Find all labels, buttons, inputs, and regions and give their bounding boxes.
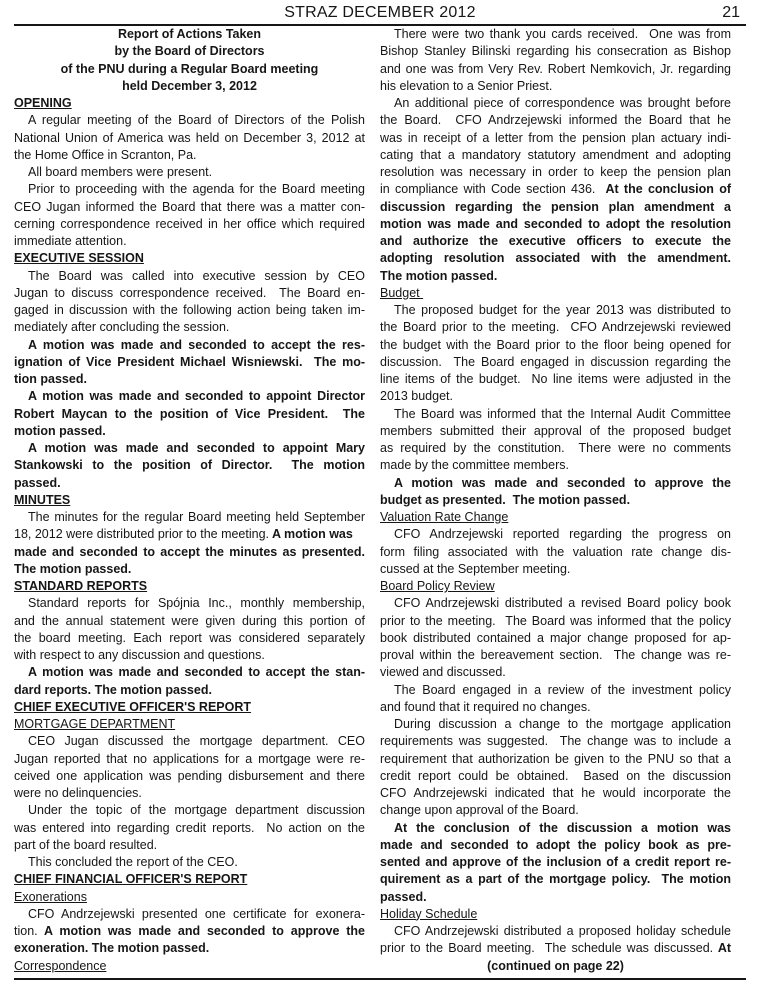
right-column	[380, 26, 731, 975]
text-line	[14, 406, 365, 423]
text-line	[380, 354, 731, 371]
line-text: A motion was made and seconded to appoint Mary	[28, 441, 365, 455]
section-heading	[14, 871, 365, 888]
text-line	[380, 820, 731, 837]
text-line	[14, 457, 365, 474]
text-line	[14, 647, 365, 664]
line-text: Report of Actions Taken	[117, 27, 262, 41]
text-line	[380, 319, 731, 336]
line-text: resolution was necessary in order to keep the pension plan	[380, 165, 731, 179]
line-text: sented and approve of the inclusion of a credit report re-	[380, 855, 731, 869]
text-line	[14, 440, 365, 457]
line-text: Robert Maycan to the position of Vice President. The	[14, 406, 365, 421]
text-line	[380, 371, 731, 388]
line-text: the Board. CFO Andrzejewski informed the Board that he	[380, 113, 731, 128]
line-text: by the Board of Directors	[114, 44, 265, 59]
text-line	[380, 854, 731, 871]
line-text: At the conclusion of the discussion a motion was	[394, 820, 731, 835]
text-line	[14, 630, 365, 647]
line-text: During discussion a change to the mortgage application	[394, 717, 731, 731]
line-text: The Board was informed that the Internal Audit Committee	[394, 406, 731, 421]
line-text: Valuation Rate Change	[380, 510, 509, 524]
line-text: motion passed.	[14, 423, 106, 438]
bold-motion-text: At the conclusion of	[595, 182, 731, 197]
section-heading	[14, 95, 365, 112]
line-text: credit report could be obtained. Based on the discussion	[380, 768, 731, 783]
left-column	[14, 26, 365, 975]
text-line	[380, 751, 731, 768]
line-text: proval within the bereavement section. The change was re-	[380, 648, 731, 662]
text-line	[380, 164, 731, 181]
page-number: 21	[722, 4, 740, 21]
line-text: Jugan to discuss correspondence received. The Board en-	[14, 285, 365, 300]
text-line	[380, 664, 731, 681]
line-text: and authorize the executive officers to execute the	[380, 234, 731, 248]
line-text: 2013 budget.	[380, 389, 453, 404]
line-text: cating that a mandatory statutory amendment and adopting	[380, 147, 731, 162]
line-text: Standard reports for Spójnia Inc., monthly membership,	[28, 596, 365, 611]
line-text: Holiday Schedule	[380, 906, 478, 921]
line-text: Jugan reported that no applications for a mortgage were re-	[14, 751, 365, 766]
text-line	[380, 181, 731, 198]
line-text: CFO Andrzejewski distributed a proposed holiday schedule	[394, 924, 731, 938]
line-text: (continued on page 22)	[487, 958, 624, 973]
line-text: requirements was suggested. The change was to include a	[380, 734, 731, 749]
line-text: Stankowski to the position of Director. The motion	[14, 458, 365, 473]
text-line	[14, 906, 365, 923]
line-text: The Board was called into executive session by CEO	[28, 268, 365, 283]
text-line	[14, 509, 365, 526]
line-text: gaged in discussion with the following action being taken im-	[14, 303, 365, 317]
text-line	[380, 216, 731, 233]
line-text: made by the committee members.	[380, 458, 569, 473]
line-text: was in receipt of a letter from the pension plan actuary indi-	[380, 130, 731, 145]
text-line	[380, 43, 731, 60]
line-text: prior to the meeting. The Board was informed that the policy	[380, 613, 731, 628]
line-text: budget as presented. The motion passed.	[380, 492, 631, 507]
line-text: as required by the constitution. There were no comments	[380, 441, 731, 455]
publication-title: STRAZ DECEMBER 2012	[284, 4, 476, 21]
subsection-heading	[14, 716, 365, 733]
line-text: The motion passed.	[14, 561, 132, 576]
line-text: passed.	[14, 475, 61, 490]
line-text: The minutes for the regular Board meeting held September	[28, 510, 365, 524]
line-text: the Board prior to the meeting. CFO Andrzejewski reviewed	[380, 320, 731, 335]
line-text: A motion was made and seconded to approve the	[394, 475, 731, 490]
text-line	[14, 526, 365, 543]
line-text: held December 3, 2012	[122, 78, 257, 93]
line-text: The proposed budget for the year 2013 was distributed to	[394, 303, 731, 317]
line-text: Board Policy Review	[380, 579, 495, 593]
text-line	[380, 475, 731, 492]
line-text: Budget	[380, 285, 424, 300]
line-text: the board meeting. Each report was considered separately	[14, 630, 365, 645]
text-line	[14, 475, 365, 492]
text-line	[14, 423, 365, 440]
text-line	[14, 595, 365, 612]
line-text: STANDARD REPORTS	[14, 579, 148, 593]
section-heading	[14, 250, 365, 267]
text-line	[14, 854, 365, 871]
text-line	[380, 595, 731, 612]
text-line	[14, 785, 365, 802]
text-line	[380, 561, 731, 578]
line-text: Exonerations	[14, 889, 87, 904]
text-line	[14, 371, 365, 388]
line-text: An additional piece of correspondence was brought before	[394, 96, 731, 110]
text-line	[14, 199, 365, 216]
line-text: Under the topic of the mortgage department discussion	[28, 803, 365, 818]
text-line	[14, 940, 365, 957]
line-text: immediate attention.	[14, 234, 127, 248]
line-text: tion passed.	[14, 372, 87, 386]
bold-motion-text: A motion was	[269, 527, 353, 542]
line-text: motion was made and seconded to adopt the resolution	[380, 216, 731, 231]
line-text: MINUTES	[14, 492, 71, 507]
line-text: This concluded the report of the CEO.	[28, 855, 238, 869]
line-text: National Union of America was held on December 3, 2012 at	[14, 130, 365, 145]
line-text: line items of the budget. No line items were adjusted in the	[380, 372, 731, 386]
text-line	[380, 492, 731, 509]
text-line	[380, 406, 731, 423]
line-text: A motion was made and seconded to accept the stan-	[28, 665, 365, 680]
text-line	[14, 181, 365, 198]
text-line	[380, 526, 731, 543]
line-text: and the annual statement were given during this portion of	[14, 613, 365, 628]
text-line	[14, 544, 365, 561]
line-text: discussion. The Board engaged in discussion regarding the	[380, 354, 731, 369]
text-line	[380, 630, 731, 647]
text-line	[380, 682, 731, 699]
line-text: CEO Jugan informed the Board that there was a matter con-	[14, 199, 365, 214]
text-line	[380, 802, 731, 819]
text-line	[380, 233, 731, 250]
text-line	[14, 147, 365, 164]
line-text: MORTGAGE DEPARTMENT	[14, 717, 176, 731]
section-heading	[14, 699, 365, 716]
text-line	[380, 302, 731, 319]
text-line	[380, 923, 731, 940]
line-text: adopting resolution associated with the amendment.	[380, 251, 731, 266]
line-text: quirement as a part of the mortgage policy. The motion	[380, 872, 731, 887]
text-line	[380, 423, 731, 440]
subsection-heading	[380, 509, 731, 526]
line-text: A motion was made and seconded to accept the res-	[28, 337, 365, 352]
text-line	[380, 940, 731, 957]
footer-rule	[14, 978, 746, 980]
text-line	[14, 285, 365, 302]
line-text: cussed at the September meeting.	[380, 561, 571, 576]
report-title-line	[380, 958, 731, 975]
text-line	[380, 95, 731, 112]
text-line	[380, 26, 731, 43]
line-text: his elevation to a Senior Priest.	[380, 78, 553, 93]
text-line	[380, 544, 731, 561]
text-line	[14, 319, 365, 336]
line-text: and found that it required no changes.	[380, 699, 591, 714]
text-line	[380, 147, 731, 164]
bold-motion-text: A motion was made and seconded to approve the	[37, 924, 365, 938]
text-line	[380, 837, 731, 854]
text-line	[14, 561, 365, 578]
text-line	[380, 785, 731, 802]
line-text: The motion passed.	[380, 268, 498, 283]
line-text: discussion regarding the pension plan amendment a	[380, 199, 731, 214]
text-line	[14, 354, 365, 371]
text-line	[380, 78, 731, 95]
subsection-heading	[380, 906, 731, 923]
line-text: CFO Andrzejewski presented one certificate for exonera-	[28, 906, 365, 921]
line-text: viewed and discussed.	[380, 665, 506, 680]
text-line	[380, 268, 731, 285]
line-text: cerning correspondence received in her office which required	[14, 216, 365, 231]
text-line	[14, 768, 365, 785]
text-line	[14, 733, 365, 750]
line-text: All board members were present.	[28, 165, 213, 179]
subsection-heading	[380, 578, 731, 595]
line-text: EXECUTIVE SESSION	[14, 251, 144, 266]
text-line	[14, 802, 365, 819]
text-line	[380, 733, 731, 750]
line-text: Bishop Stanley Bilinski regarding his consecration as Bishop	[380, 44, 731, 59]
line-text: form filing associated with the valuation rate change dis-	[380, 544, 731, 559]
subsection-heading	[14, 958, 365, 975]
text-line	[14, 164, 365, 181]
text-line	[380, 613, 731, 630]
line-text: exoneration. The motion passed.	[14, 941, 210, 956]
line-text: A motion was made and seconded to appoint Director	[28, 389, 365, 404]
line-text: mediately after concluding the session.	[14, 320, 230, 335]
report-title-line	[14, 61, 365, 78]
line-text: made and seconded to accept the minutes as presented.	[14, 544, 365, 559]
line-text: A regular meeting of the Board of Directors of the Polish	[28, 113, 365, 128]
line-text: ceived one application was pending disbursement and there	[14, 768, 365, 783]
line-text: 18, 2012 were distributed prior to the meeting.	[14, 527, 270, 542]
text-line	[380, 768, 731, 785]
text-line	[380, 337, 731, 354]
line-text: prior to the Board meeting. The schedule was discussed.	[380, 941, 714, 956]
text-line	[380, 647, 731, 664]
subsection-heading	[14, 889, 365, 906]
text-line	[14, 837, 365, 854]
line-text: of the PNU during a Regular Board meeting	[60, 61, 319, 76]
text-line	[14, 751, 365, 768]
text-line	[380, 699, 731, 716]
text-line	[380, 889, 731, 906]
line-text: OPENING	[14, 96, 72, 110]
line-text: were no delinquencies.	[14, 786, 142, 800]
line-text: change upon approval of the Board.	[380, 803, 579, 818]
line-text: part of the board resulted.	[14, 837, 158, 852]
subsection-heading	[380, 285, 731, 302]
text-line	[14, 613, 365, 630]
text-line	[14, 682, 365, 699]
text-line	[380, 716, 731, 733]
bold-motion-text: At	[713, 941, 732, 956]
text-line	[14, 923, 365, 940]
text-line	[14, 302, 365, 319]
section-heading	[14, 492, 365, 509]
line-text: CFO Andrzejewski reported regarding the progress on	[394, 527, 731, 542]
line-text: and one was from Very Rev. Robert Nemkovich, Jr. regarding	[380, 61, 731, 76]
text-line	[380, 440, 731, 457]
text-line	[14, 268, 365, 285]
line-text: the budget with the Board prior to the floor being opened for	[380, 337, 731, 352]
line-text: members submitted their approval of the proposed budget	[380, 423, 731, 438]
text-line	[380, 250, 731, 267]
report-title-line	[14, 43, 365, 60]
line-text: dard reports. The motion passed.	[14, 682, 212, 697]
line-text: The Board engaged in a review of the investment policy	[394, 682, 731, 697]
line-text: Correspondence	[14, 958, 107, 973]
text-line	[14, 112, 365, 129]
line-text: tion.	[14, 924, 38, 938]
line-text: the Home Office in Scranton, Pa.	[14, 147, 197, 162]
text-line	[14, 337, 365, 354]
line-text: CFO Andrzejewski indicated that he would incorporate the	[380, 786, 731, 800]
line-text: with respect to any discussion and questions.	[14, 648, 265, 662]
text-line	[14, 216, 365, 233]
line-text: requirement that authorization be given to the PNU so that a	[380, 751, 731, 766]
line-text: in compliance with Code section 436.	[380, 182, 596, 197]
line-text: Prior to proceeding with the agenda for the Board meeting	[28, 182, 365, 197]
line-text: passed.	[380, 889, 427, 904]
text-line	[14, 664, 365, 681]
line-text: CHIEF EXECUTIVE OFFICER'S REPORT	[14, 699, 252, 714]
text-line	[380, 871, 731, 888]
text-line	[14, 233, 365, 250]
text-line	[380, 61, 731, 78]
text-line	[380, 130, 731, 147]
line-text: was entered into regarding credit reports. No action on the	[14, 820, 365, 835]
text-line	[380, 199, 731, 216]
line-text: made and seconded to adopt the policy book as pre-	[380, 837, 731, 852]
section-heading	[14, 578, 365, 595]
text-line	[380, 388, 731, 405]
text-line	[380, 112, 731, 129]
report-title-line	[14, 26, 365, 43]
text-line	[14, 388, 365, 405]
line-text: CEO Jugan discussed the mortgage department. CEO	[28, 734, 365, 749]
report-title-line	[14, 78, 365, 95]
line-text: CHIEF FINANCIAL OFFICER'S REPORT	[14, 872, 248, 887]
line-text: CFO Andrzejewski distributed a revised Board policy book	[394, 596, 731, 611]
line-text: book distributed contained a major change proposed for ap-	[380, 630, 731, 645]
text-line	[14, 130, 365, 147]
text-line	[380, 457, 731, 474]
line-text: ignation of Vice President Michael Wisniewski. The mo-	[14, 354, 365, 369]
text-line	[14, 820, 365, 837]
line-text: There were two thank you cards received. One was from	[394, 27, 731, 41]
